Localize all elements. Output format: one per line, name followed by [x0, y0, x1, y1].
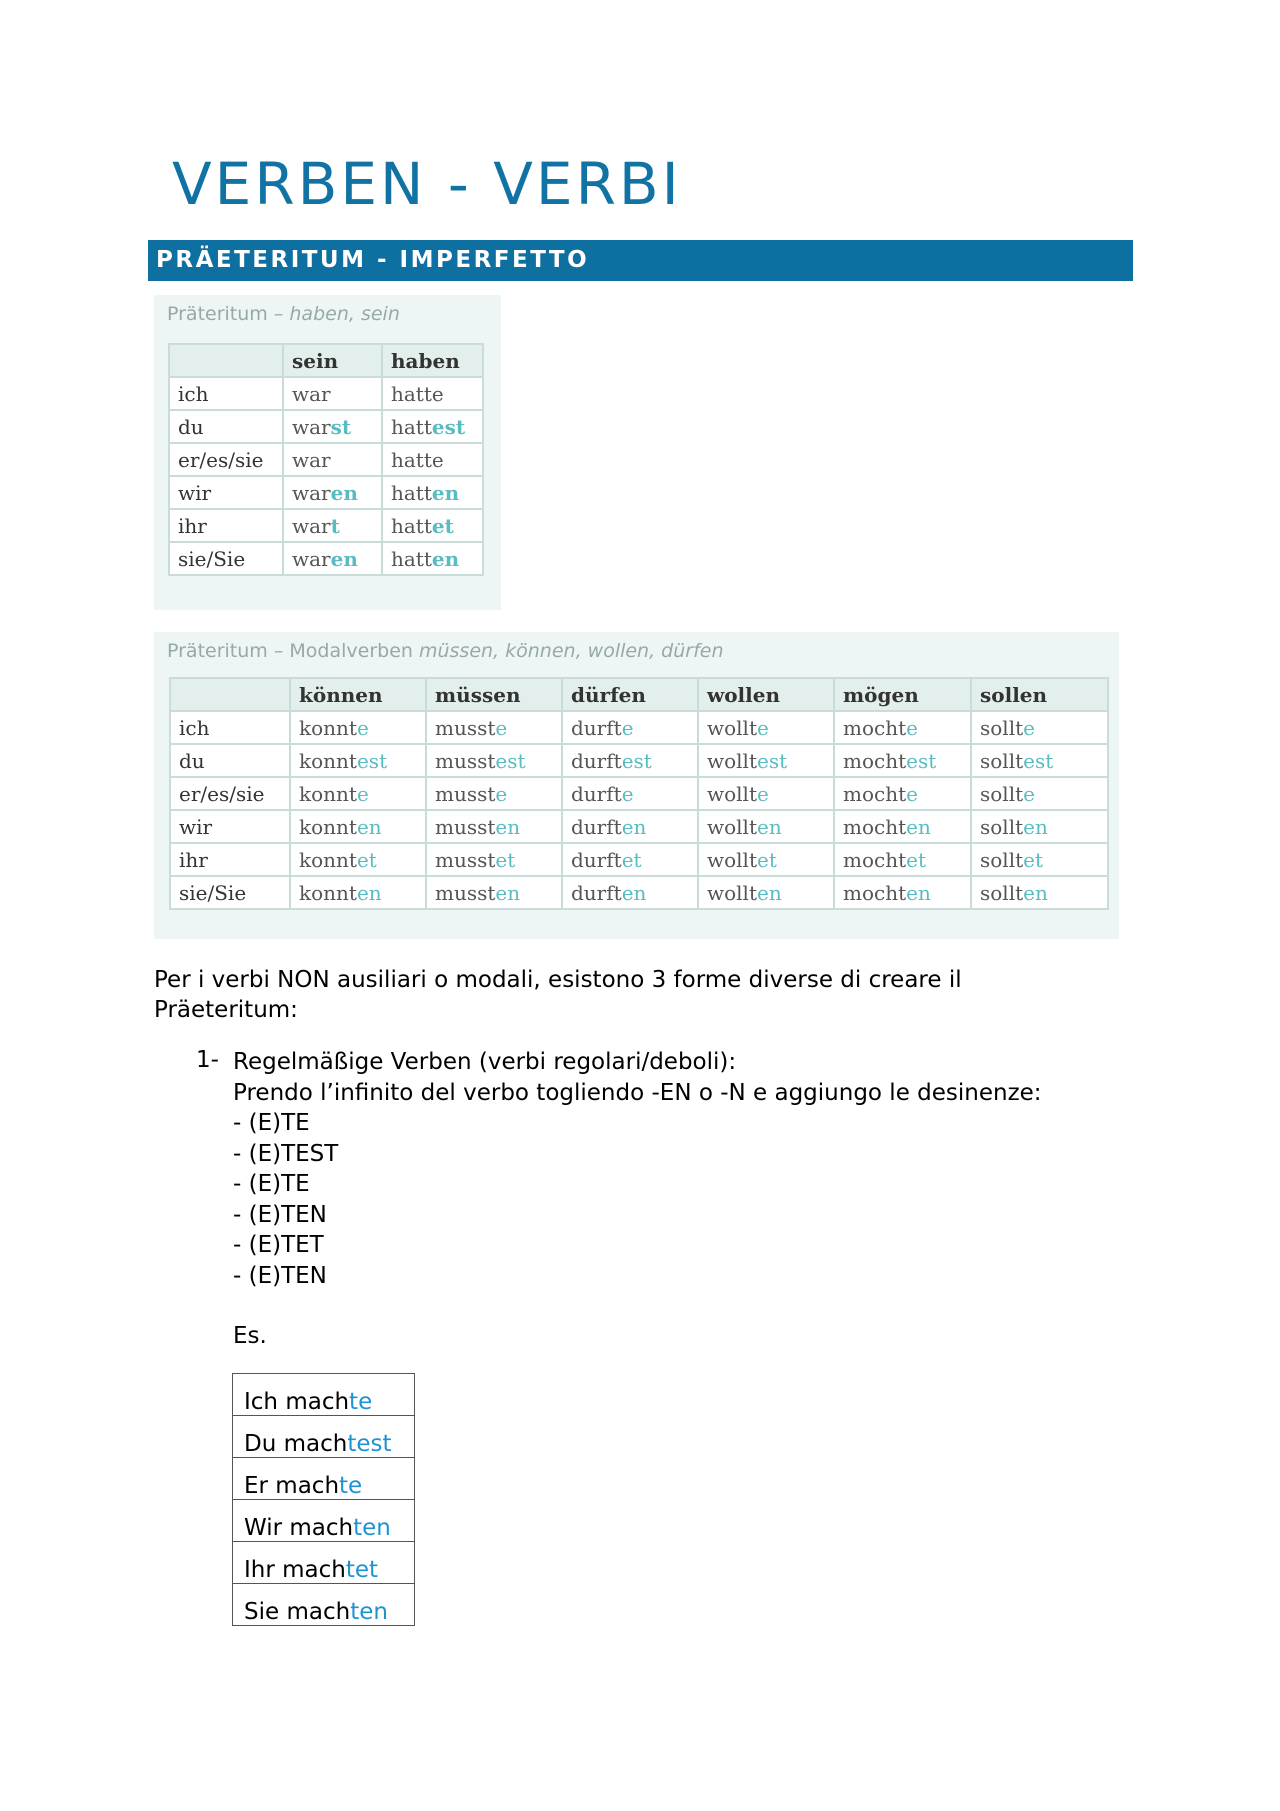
verb-stem: wollt [707, 748, 757, 773]
verb-stem: konnt [299, 814, 357, 839]
verb-ending: est [906, 748, 937, 773]
verb-ending: en [356, 814, 382, 839]
example-ending: ten [353, 1515, 391, 1541]
verb-form-cell [283, 509, 382, 542]
ending-item: - (E)TE [233, 1110, 310, 1136]
verb-form-cell [426, 876, 562, 909]
list-number: 1- [196, 1047, 219, 1073]
ending-item: - (E)TEN [233, 1262, 327, 1289]
example-stem: Wir mach [244, 1515, 354, 1541]
verb-form-cell [290, 711, 426, 744]
table-row [169, 542, 483, 575]
verb-form-cell [426, 777, 562, 810]
verb-form-cell [426, 843, 562, 876]
verb-form-cell [283, 476, 382, 509]
verb-ending: st [330, 414, 352, 439]
verb-stem: wollt [707, 715, 757, 740]
verb-form-cell [426, 711, 562, 744]
example-stem: Sie mach [244, 1599, 351, 1625]
verb-ending: est [356, 748, 388, 773]
verb-ending: en [431, 546, 460, 571]
verb-stem: sollt [980, 715, 1024, 740]
verb-ending: en [1023, 880, 1048, 905]
verb-ending: en [356, 880, 382, 905]
verb-form-cell [382, 443, 483, 476]
column-header: mögen [834, 678, 971, 711]
table-row [233, 1416, 415, 1458]
verb-form-cell [834, 777, 971, 810]
table-row [233, 1542, 415, 1584]
verb-form-cell [698, 744, 834, 777]
section-heading: PRÄETERITUM - IMPERFETTO [148, 240, 1133, 281]
verb-form-cell [382, 410, 483, 443]
verb-stem: hatte [391, 381, 444, 406]
pronoun-cell: ihr [170, 843, 290, 876]
example-ending: ten [350, 1599, 388, 1625]
verb-form-cell [426, 810, 562, 843]
verb-stem: musst [435, 880, 496, 905]
verb-form-cell [698, 876, 834, 909]
verb-stem: hatte [391, 447, 444, 472]
verb-stem: war [292, 381, 331, 406]
table-haben-sein-panel [154, 295, 501, 610]
verb-form-cell [290, 777, 426, 810]
table-row [170, 876, 1108, 909]
verb-form-cell [698, 843, 834, 876]
example-ending: te [349, 1389, 373, 1415]
list-heading: Regelmäßige Verben (verbi regolari/deboli): [233, 1049, 737, 1075]
example-ending: te [339, 1473, 363, 1499]
verb-stem: mocht [843, 715, 907, 740]
verb-stem: konnt [299, 847, 357, 872]
pronoun-cell: ich [169, 377, 283, 410]
ending-item: - (E)TEST [233, 1140, 339, 1167]
example-stem: Du mach [244, 1431, 348, 1457]
header-pronoun [169, 344, 283, 377]
verb-ending: et [906, 847, 926, 872]
verb-stem: musst [435, 847, 496, 872]
verb-ending: en [621, 880, 647, 905]
verb-stem: war [292, 480, 331, 505]
verb-stem: konnt [299, 748, 357, 773]
column-header: dürfen [562, 678, 698, 711]
list-item-regular-verbs [233, 1047, 1042, 1352]
verb-stem: sollt [980, 781, 1024, 806]
verb-ending: e [757, 715, 769, 740]
table-modalverben-panel [154, 632, 1119, 939]
verb-ending: e [757, 781, 769, 806]
verb-form-cell [562, 744, 698, 777]
verb-form-cell [834, 711, 971, 744]
verb-stem: wollt [707, 880, 757, 905]
verb-stem: hatt [391, 513, 432, 538]
verb-form-cell [283, 377, 382, 410]
example-ending: tet [345, 1557, 379, 1583]
verb-stem: musst [435, 781, 496, 806]
verb-stem: durft [571, 814, 622, 839]
pronoun-cell: er/es/sie [169, 443, 283, 476]
verb-ending: en [757, 814, 782, 839]
page-title: VERBEN - VERBI [172, 150, 682, 218]
verb-ending: en [330, 480, 358, 505]
verb-form-cell [382, 509, 483, 542]
example-stem: Ihr mach [244, 1557, 346, 1583]
verb-stem: mocht [843, 748, 907, 773]
verb-ending: en [330, 546, 358, 571]
verb-ending: en [906, 880, 931, 905]
column-header: sein [283, 344, 382, 377]
table-row [170, 843, 1108, 876]
verb-form-cell [698, 711, 834, 744]
verb-stem: mocht [843, 781, 907, 806]
example-stem: Er mach [244, 1473, 340, 1499]
table-row [170, 711, 1108, 744]
verb-stem: konnt [299, 781, 357, 806]
pronoun-cell: ich [170, 711, 290, 744]
ending-item: - (E)TEN [233, 1201, 327, 1228]
verb-stem: durft [571, 715, 622, 740]
verb-form-cell [698, 810, 834, 843]
verb-ending: en [431, 480, 460, 505]
verb-stem: durft [571, 748, 622, 773]
verb-ending: est [495, 748, 526, 773]
table-modalverben [169, 677, 1109, 910]
verb-form-cell [971, 711, 1108, 744]
verb-ending: e [906, 715, 918, 740]
column-header: haben [382, 344, 483, 377]
verb-ending: et [1023, 847, 1044, 872]
verb-form-cell [382, 476, 483, 509]
verb-stem: durft [571, 880, 622, 905]
verb-form-cell [834, 810, 971, 843]
pronoun-cell: du [169, 410, 283, 443]
table-row [170, 810, 1108, 843]
verb-form-cell [971, 744, 1108, 777]
table-modalverben-caption [167, 640, 724, 662]
verb-form-cell [971, 876, 1108, 909]
verb-stem: musst [435, 748, 496, 773]
caption-prefix: Präteritum – [167, 303, 290, 325]
intro-line-2: Präeteritum: [154, 997, 298, 1023]
pronoun-cell: sie/Sie [169, 542, 283, 575]
caption-prefix: Präteritum – Modalverben [167, 640, 419, 662]
example-stem: Ich mach [244, 1389, 350, 1415]
verb-stem: wollt [707, 814, 757, 839]
verb-ending: e [906, 781, 918, 806]
list-description: Prendo l’infinito del verbo togliendo -EN o -N e aggiungo le desinenze: [233, 1079, 1042, 1106]
verb-form-cell [562, 810, 698, 843]
verb-stem: hatt [391, 480, 432, 505]
verb-ending: est [1023, 748, 1054, 773]
verb-form-cell [562, 843, 698, 876]
table-row [169, 509, 483, 542]
verb-ending: e [1023, 715, 1035, 740]
table-row [169, 377, 483, 410]
column-header: müssen [426, 678, 562, 711]
column-header: wollen [698, 678, 834, 711]
verb-stem: mocht [843, 880, 907, 905]
verb-stem: musst [435, 814, 496, 839]
example-label: Es. [233, 1323, 267, 1349]
table-row [233, 1458, 415, 1500]
verb-ending: e [495, 715, 508, 740]
pronoun-cell: er/es/sie [170, 777, 290, 810]
column-header: sollen [971, 678, 1108, 711]
verb-stem: konnt [299, 880, 357, 905]
verb-form-cell [834, 876, 971, 909]
verb-stem: musst [435, 715, 496, 740]
verb-ending: e [495, 781, 508, 806]
pronoun-cell: ihr [169, 509, 283, 542]
verb-stem: mocht [843, 847, 907, 872]
verb-form-cell [290, 810, 426, 843]
verb-form-cell [382, 377, 483, 410]
header-pronoun [170, 678, 290, 711]
verb-stem: wollt [707, 847, 757, 872]
verb-ending: e [1023, 781, 1035, 806]
verb-ending: en [495, 880, 521, 905]
verb-stem: war [292, 546, 331, 571]
verb-stem: sollt [980, 880, 1024, 905]
example-ending: test [347, 1431, 392, 1457]
table-row [169, 410, 483, 443]
verb-ending: en [621, 814, 647, 839]
verb-stem: mocht [843, 814, 907, 839]
verb-stem: hatt [391, 414, 432, 439]
verb-stem: sollt [980, 748, 1024, 773]
ending-item: - (E)TET [233, 1232, 324, 1258]
verb-form-cell [562, 777, 698, 810]
verb-stem: durft [571, 847, 622, 872]
verb-ending: et [495, 847, 516, 872]
verb-form-cell [283, 542, 382, 575]
verb-stem: war [292, 447, 331, 472]
table-row [170, 744, 1108, 777]
table-row [233, 1500, 415, 1542]
pronoun-cell: wir [169, 476, 283, 509]
verb-ending: e [621, 715, 634, 740]
verb-form-cell [971, 810, 1108, 843]
intro-paragraph [154, 965, 962, 1025]
verb-ending: et [356, 847, 377, 872]
verb-form-cell [426, 744, 562, 777]
verb-stem: hatt [391, 546, 432, 571]
verb-ending: est [621, 748, 652, 773]
verb-ending: t [330, 513, 340, 538]
pronoun-cell: du [170, 744, 290, 777]
verb-form-cell [562, 711, 698, 744]
verb-form-cell [834, 843, 971, 876]
intro-line-1: Per i verbi NON ausiliari o modali, esistono 3 forme diverse di creare il [154, 967, 962, 993]
verb-stem: sollt [980, 814, 1024, 839]
table-row [169, 443, 483, 476]
verb-ending: e [356, 715, 369, 740]
pronoun-cell: wir [170, 810, 290, 843]
verb-form-cell [290, 843, 426, 876]
verb-ending: est [757, 748, 788, 773]
verb-form-cell [290, 876, 426, 909]
verb-form-cell [698, 777, 834, 810]
verb-stem: war [292, 414, 331, 439]
verb-form-cell [834, 744, 971, 777]
verb-form-cell [562, 876, 698, 909]
caption-italic: müssen, können, wollen, dürfen [418, 640, 724, 662]
ending-item: - (E)TE [233, 1171, 310, 1197]
verb-stem: sollt [980, 847, 1024, 872]
verb-form-cell [283, 443, 382, 476]
verb-stem: durft [571, 781, 622, 806]
verb-form-cell [971, 777, 1108, 810]
table-row [233, 1374, 415, 1416]
table-haben-sein [168, 343, 484, 576]
verb-ending: en [757, 880, 782, 905]
verb-stem: wollt [707, 781, 757, 806]
verb-ending: et [431, 513, 454, 538]
caption-italic: haben, sein [289, 303, 400, 325]
verb-stem: war [292, 513, 331, 538]
verb-form-cell [283, 410, 382, 443]
verb-ending: en [1023, 814, 1048, 839]
verb-ending: e [356, 781, 369, 806]
example-table [232, 1373, 415, 1626]
verb-form-cell [971, 843, 1108, 876]
table-haben-sein-caption [167, 303, 400, 325]
verb-form-cell [290, 744, 426, 777]
column-header: können [290, 678, 426, 711]
table-row [233, 1584, 415, 1626]
verb-ending: e [621, 781, 634, 806]
verb-ending: et [621, 847, 642, 872]
verb-ending: en [495, 814, 521, 839]
verb-form-cell [382, 542, 483, 575]
verb-stem: konnt [299, 715, 357, 740]
verb-ending: et [757, 847, 777, 872]
verb-ending: en [906, 814, 931, 839]
pronoun-cell: sie/Sie [170, 876, 290, 909]
table-row [169, 476, 483, 509]
verb-ending: est [431, 414, 466, 439]
table-row [170, 777, 1108, 810]
